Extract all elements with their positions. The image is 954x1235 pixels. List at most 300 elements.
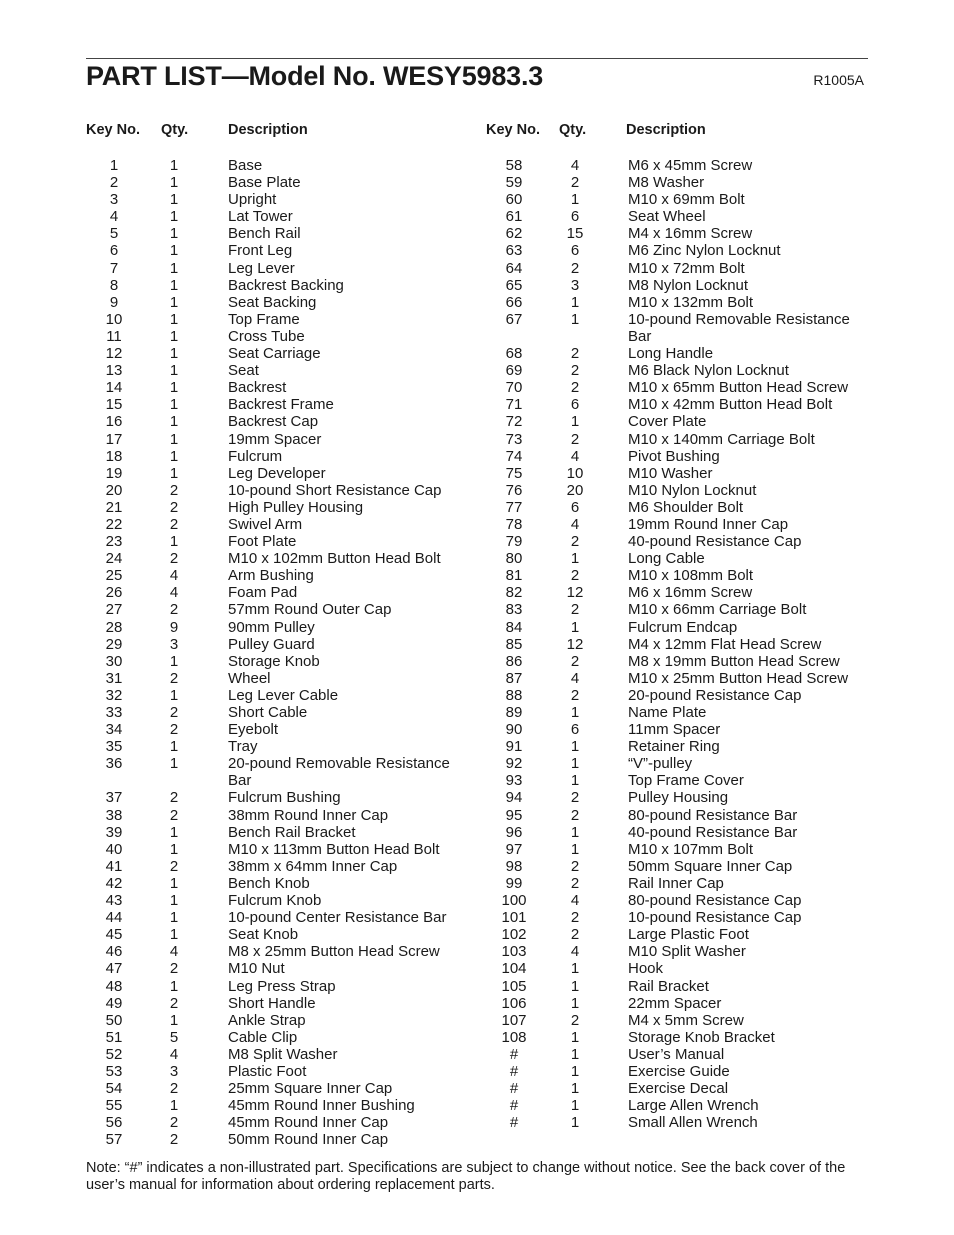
part-row (486, 670, 876, 687)
part-qty: 1 (169, 276, 179, 294)
part-key-no: 60 (505, 191, 523, 209)
part-row (86, 499, 466, 516)
part-row (86, 1080, 466, 1097)
part-key-no: 42 (105, 874, 123, 892)
part-key-no: 45 (105, 926, 123, 944)
part-qty: 1 (570, 191, 580, 209)
part-description: Arm Bushing (228, 567, 314, 585)
part-description: Bench Rail (228, 225, 301, 243)
part-key-no: 3 (109, 191, 119, 209)
part-qty: 1 (570, 413, 580, 431)
part-description: Cover Plate (628, 413, 707, 431)
part-description: Pivot Bushing (628, 447, 720, 465)
part-row (86, 550, 466, 567)
part-row (86, 875, 466, 892)
part-row (486, 1080, 876, 1097)
part-row (86, 345, 466, 362)
part-description: M8 Washer (628, 174, 705, 192)
part-row (86, 824, 466, 841)
part-description: Fulcrum Endcap (628, 618, 738, 636)
part-description: Base (228, 157, 263, 174)
part-key-no: 12 (105, 345, 123, 363)
part-description: Exercise Guide (628, 1062, 730, 1080)
part-row (86, 943, 466, 960)
part-description: 45mm Round Inner Bushing (228, 1097, 415, 1115)
part-qty: 1 (169, 310, 179, 328)
part-description: 10-pound Center Resistance Bar (228, 909, 447, 927)
part-description: M6 Shoulder Bolt (628, 498, 744, 516)
part-key-no: 16 (105, 413, 123, 431)
part-row (486, 465, 876, 482)
part-qty: 9 (169, 618, 179, 636)
part-description: Storage Knob Bracket (628, 1028, 775, 1046)
part-qty: 1 (169, 840, 179, 858)
part-key-no: 48 (105, 977, 123, 995)
column-header (486, 122, 876, 140)
part-key-no: 107 (501, 1011, 527, 1029)
part-key-no: 50 (105, 1011, 123, 1029)
part-key-no: 25 (105, 567, 123, 585)
part-qty: 6 (570, 208, 580, 226)
part-row (486, 533, 876, 550)
part-qty: 1 (570, 977, 580, 995)
part-qty: 1 (169, 191, 179, 209)
part-description: Backrest Backing (228, 276, 344, 294)
part-key-no: 49 (105, 994, 123, 1012)
part-description: M4 x 5mm Screw (628, 1011, 744, 1029)
part-qty: 1 (169, 430, 179, 448)
part-row (86, 1029, 466, 1046)
part-description: 22mm Spacer (628, 994, 722, 1012)
part-row (86, 704, 466, 721)
part-qty: 1 (570, 994, 580, 1012)
part-description: Name Plate (628, 704, 707, 721)
part-row (486, 909, 876, 926)
part-row (486, 1063, 876, 1080)
part-qty: 4 (570, 943, 580, 961)
part-qty: 4 (570, 892, 580, 910)
part-row (86, 1063, 466, 1080)
part-row (86, 1131, 466, 1148)
part-row (486, 704, 876, 721)
part-key-no: 76 (505, 481, 523, 499)
parts-column-left (86, 122, 466, 1149)
part-row (86, 157, 466, 174)
part-row (86, 225, 466, 242)
part-key-no: 106 (501, 994, 527, 1012)
part-description: Short Cable (228, 704, 308, 721)
part-description: Long Handle (628, 345, 714, 363)
part-description: 90mm Pulley (228, 618, 315, 636)
part-description: 38mm x 64mm Inner Cap (228, 857, 398, 875)
part-key-no: 97 (505, 840, 523, 858)
part-description: Pulley Guard (228, 635, 315, 653)
part-description: 40-pound Resistance Bar (628, 823, 798, 841)
part-qty: 1 (169, 874, 179, 892)
part-key-no: 29 (105, 635, 123, 653)
part-row (486, 755, 876, 772)
part-row (486, 362, 876, 379)
part-qty: 3 (169, 1062, 179, 1080)
part-row (86, 1012, 466, 1029)
part-qty: 4 (169, 1045, 179, 1063)
part-qty: 2 (169, 498, 179, 516)
part-row (86, 208, 466, 225)
part-qty: 2 (169, 704, 179, 721)
part-qty: 1 (570, 1028, 580, 1046)
part-description: Hook (628, 960, 664, 978)
part-qty: 1 (570, 704, 580, 721)
part-row (86, 465, 466, 482)
part-qty: 2 (570, 652, 580, 670)
part-qty: 5 (169, 1028, 179, 1046)
part-qty: 1 (570, 1097, 580, 1115)
part-row (86, 995, 466, 1012)
part-qty: 4 (570, 515, 580, 533)
part-qty: 3 (570, 276, 580, 294)
part-key-no: 57 (105, 1131, 123, 1149)
part-key-no: 99 (505, 874, 523, 892)
part-qty: 2 (169, 669, 179, 687)
part-description: Small Allen Wrench (628, 1114, 758, 1132)
part-row (86, 841, 466, 858)
part-qty: 1 (169, 345, 179, 363)
part-key-no: 94 (505, 789, 523, 807)
parts-list-left (86, 157, 466, 1148)
part-qty: 1 (169, 892, 179, 910)
part-key-no: 64 (505, 259, 523, 277)
part-qty: 2 (570, 874, 580, 892)
part-row (486, 294, 876, 311)
part-description: 19mm Spacer (228, 430, 322, 448)
part-qty: 2 (570, 926, 580, 944)
part-description: M6 Zinc Nylon Locknut (628, 242, 781, 260)
part-row (486, 841, 876, 858)
part-key-no: 11 (106, 327, 122, 345)
part-description: M10 x 102mm Button Head Bolt (228, 550, 441, 568)
part-row (86, 926, 466, 943)
part-key-no: 83 (505, 601, 523, 619)
part-description: Exercise Decal (628, 1080, 729, 1098)
part-description: Backrest Cap (228, 413, 319, 431)
part-description: 19mm Round Inner Cap (628, 515, 789, 533)
part-row (86, 687, 466, 704)
part-description: M10 Nylon Locknut (628, 481, 757, 499)
part-key-no: 19 (105, 464, 123, 482)
part-qty: 2 (570, 174, 580, 192)
part-row (486, 225, 876, 242)
part-description: 25mm Square Inner Cap (228, 1080, 393, 1098)
part-key-no: 46 (105, 943, 123, 961)
part-qty: 4 (570, 669, 580, 687)
part-row (486, 824, 876, 841)
part-qty: 1 (169, 259, 179, 277)
part-key-no: 68 (505, 345, 523, 363)
part-description: M8 Split Washer (228, 1045, 338, 1063)
part-key-no: 43 (105, 892, 123, 910)
part-row (86, 260, 466, 277)
part-qty: 1 (169, 413, 179, 431)
part-key-no: 79 (505, 533, 523, 551)
part-row (86, 362, 466, 379)
part-qty: 2 (169, 550, 179, 568)
part-row (486, 892, 876, 909)
part-key-no: 55 (105, 1097, 123, 1115)
part-qty: 2 (169, 515, 179, 533)
part-key-no: # (509, 1080, 519, 1098)
part-description: M10 x 66mm Carriage Bolt (628, 601, 807, 619)
part-key-no: 93 (505, 772, 523, 790)
part-qty: 2 (169, 481, 179, 499)
part-description: M10 Washer (628, 464, 713, 482)
part-qty: 2 (570, 789, 580, 807)
part-row (486, 1097, 876, 1114)
part-key-no: 52 (105, 1045, 123, 1063)
part-key-no: 40 (105, 840, 123, 858)
part-qty: 2 (570, 379, 580, 397)
part-qty: 4 (570, 157, 580, 174)
part-row (486, 482, 876, 499)
part-row (486, 260, 876, 277)
part-description: 10-pound Resistance Cap (628, 909, 802, 927)
part-key-no: 8 (109, 276, 119, 294)
part-row (86, 396, 466, 413)
part-row (86, 636, 466, 653)
part-key-no: 89 (505, 704, 523, 721)
part-key-no: 23 (105, 533, 123, 551)
part-row (486, 772, 876, 789)
part-qty: 1 (169, 225, 179, 243)
part-qty: 2 (169, 601, 179, 619)
part-qty: 2 (169, 857, 179, 875)
part-key-no: 63 (505, 242, 523, 260)
part-qty: 15 (566, 225, 584, 243)
part-qty: 6 (570, 242, 580, 260)
part-qty: 1 (169, 977, 179, 995)
part-key-no: 35 (105, 738, 123, 756)
part-key-no: 7 (109, 259, 119, 277)
part-qty: 1 (570, 772, 580, 790)
part-qty: 1 (169, 738, 179, 756)
part-key-no: 17 (105, 430, 123, 448)
part-row (486, 311, 876, 345)
part-description: User’s Manual (628, 1045, 725, 1063)
part-description: Plastic Foot (228, 1062, 307, 1080)
part-qty: 2 (570, 686, 580, 704)
part-description: 57mm Round Outer Cap (228, 601, 392, 619)
part-row (486, 584, 876, 601)
part-description: Pulley Housing (628, 789, 729, 807)
part-qty: 2 (169, 960, 179, 978)
part-qty: 1 (570, 960, 580, 978)
part-qty: 1 (570, 840, 580, 858)
part-qty: 1 (169, 464, 179, 482)
part-description: Large Allen Wrench (628, 1097, 759, 1115)
part-description: 80-pound Resistance Cap (628, 892, 802, 910)
part-qty: 2 (169, 1080, 179, 1098)
header-description: Description (228, 122, 308, 138)
part-description: M8 x 25mm Button Head Screw (228, 943, 440, 961)
part-key-no: 81 (505, 567, 523, 585)
part-row (86, 516, 466, 533)
part-key-no: 104 (501, 960, 527, 978)
part-key-no: 41 (105, 857, 123, 875)
part-row (86, 1046, 466, 1063)
part-description: M10 x 42mm Button Head Bolt (628, 396, 833, 414)
part-key-no: 32 (105, 686, 123, 704)
part-description: Cable Clip (228, 1028, 298, 1046)
part-qty: 1 (169, 362, 179, 380)
part-key-no: 34 (105, 721, 123, 739)
part-description: Bench Rail Bracket (228, 823, 356, 841)
part-row (486, 721, 876, 738)
part-qty: 2 (169, 721, 179, 739)
part-qty: 2 (169, 1131, 179, 1149)
part-row (486, 636, 876, 653)
part-description: M6 x 16mm Screw (628, 584, 753, 602)
part-key-no: 27 (105, 601, 123, 619)
part-key-no: 78 (505, 515, 523, 533)
part-key-no: 71 (505, 396, 523, 414)
part-description: Seat Carriage (228, 345, 321, 363)
part-description: Ankle Strap (228, 1011, 306, 1029)
part-qty: 1 (169, 327, 179, 345)
part-row (86, 960, 466, 977)
part-key-no: 86 (505, 652, 523, 670)
part-qty: 2 (570, 806, 580, 824)
part-row (486, 995, 876, 1012)
part-key-no: 56 (105, 1114, 123, 1132)
part-key-no: 10 (105, 310, 123, 328)
part-row (486, 789, 876, 806)
part-qty: 4 (169, 584, 179, 602)
part-key-no: 39 (105, 823, 123, 841)
title-rule (86, 58, 868, 59)
part-description: 38mm Round Inner Cap (228, 806, 389, 824)
part-key-no: 59 (505, 174, 523, 192)
part-key-no: 15 (105, 396, 123, 414)
part-description: Seat Backing (228, 293, 317, 311)
part-row (86, 328, 466, 345)
part-row (86, 242, 466, 259)
part-qty: 1 (169, 447, 179, 465)
header-qty: Qty. (559, 122, 587, 138)
part-description: Storage Knob (228, 652, 320, 670)
part-description: Lat Tower (228, 208, 293, 226)
part-row (86, 892, 466, 909)
part-description: M10 Nut (228, 960, 285, 978)
part-key-no: 28 (105, 618, 123, 636)
part-qty: 1 (570, 1080, 580, 1098)
part-description: Front Leg (228, 242, 293, 260)
part-key-no: 4 (109, 208, 119, 226)
part-key-no: 18 (105, 447, 123, 465)
part-key-no: 53 (105, 1062, 123, 1080)
part-description: 80-pound Resistance Bar (628, 806, 798, 824)
part-qty: 1 (570, 1062, 580, 1080)
part-description: Leg Lever (228, 259, 295, 277)
part-key-no: 105 (501, 977, 527, 995)
part-row (486, 978, 876, 995)
part-row (486, 516, 876, 533)
part-qty: 1 (570, 310, 580, 328)
part-qty: 2 (169, 806, 179, 824)
part-description: Short Handle (228, 994, 316, 1012)
part-row (486, 926, 876, 943)
part-row (486, 379, 876, 396)
part-description: Seat (228, 362, 259, 380)
part-key-no: 87 (505, 669, 523, 687)
part-description: Large Plastic Foot (628, 926, 749, 944)
part-key-no: 103 (501, 943, 527, 961)
footnote: Note: “#” indicates a non-illustrated part. Specifications are subject to change without notice. See the back cover of the user’s manual for information about ordering replacement parts. (86, 1160, 846, 1193)
part-qty: 2 (570, 857, 580, 875)
part-row (86, 413, 466, 430)
part-key-no: 72 (505, 413, 523, 431)
part-qty: 1 (169, 755, 179, 773)
part-qty: 2 (570, 601, 580, 619)
part-key-no: 91 (505, 738, 523, 756)
part-row (86, 789, 466, 806)
part-description: M4 x 16mm Screw (628, 225, 753, 243)
part-description: 20-pound Removable Resistance Bar (228, 755, 450, 790)
part-row (86, 807, 466, 824)
parts-column-right (486, 122, 876, 1132)
part-row (486, 1046, 876, 1063)
part-row (86, 978, 466, 995)
part-description: M6 Black Nylon Locknut (628, 362, 789, 380)
part-key-no: 9 (109, 293, 119, 311)
part-row (86, 721, 466, 738)
part-row (486, 448, 876, 465)
part-key-no: 77 (505, 498, 523, 516)
part-qty: 1 (570, 755, 580, 773)
part-key-no: 26 (105, 584, 123, 602)
part-description: Foot Plate (228, 533, 297, 551)
part-qty: 12 (566, 584, 584, 602)
part-qty: 1 (570, 1114, 580, 1132)
part-row (86, 311, 466, 328)
part-key-no: # (509, 1045, 519, 1063)
part-row (86, 431, 466, 448)
part-key-no: 96 (505, 823, 523, 841)
part-qty: 1 (169, 379, 179, 397)
part-row (486, 413, 876, 430)
part-qty: 1 (169, 157, 179, 174)
part-description: 50mm Square Inner Cap (628, 857, 793, 875)
part-key-no: 88 (505, 686, 523, 704)
part-key-no: 54 (105, 1080, 123, 1098)
part-row (486, 1012, 876, 1029)
part-qty: 1 (570, 293, 580, 311)
part-description: 11mm Spacer (628, 721, 721, 739)
part-row (86, 738, 466, 755)
part-description: Retainer Ring (628, 738, 720, 756)
part-qty: 10 (566, 464, 584, 482)
part-row (486, 174, 876, 191)
part-key-no: 85 (505, 635, 523, 653)
part-row (86, 448, 466, 465)
part-key-no: 5 (109, 225, 119, 243)
part-key-no: 66 (505, 293, 523, 311)
part-description: 45mm Round Inner Cap (228, 1114, 389, 1132)
part-description: Upright (228, 191, 277, 209)
part-description: Swivel Arm (228, 515, 303, 533)
part-key-no: 101 (501, 909, 527, 927)
part-qty: 2 (570, 1011, 580, 1029)
part-description: M10 x 132mm Bolt (628, 293, 754, 311)
part-qty: 1 (570, 738, 580, 756)
